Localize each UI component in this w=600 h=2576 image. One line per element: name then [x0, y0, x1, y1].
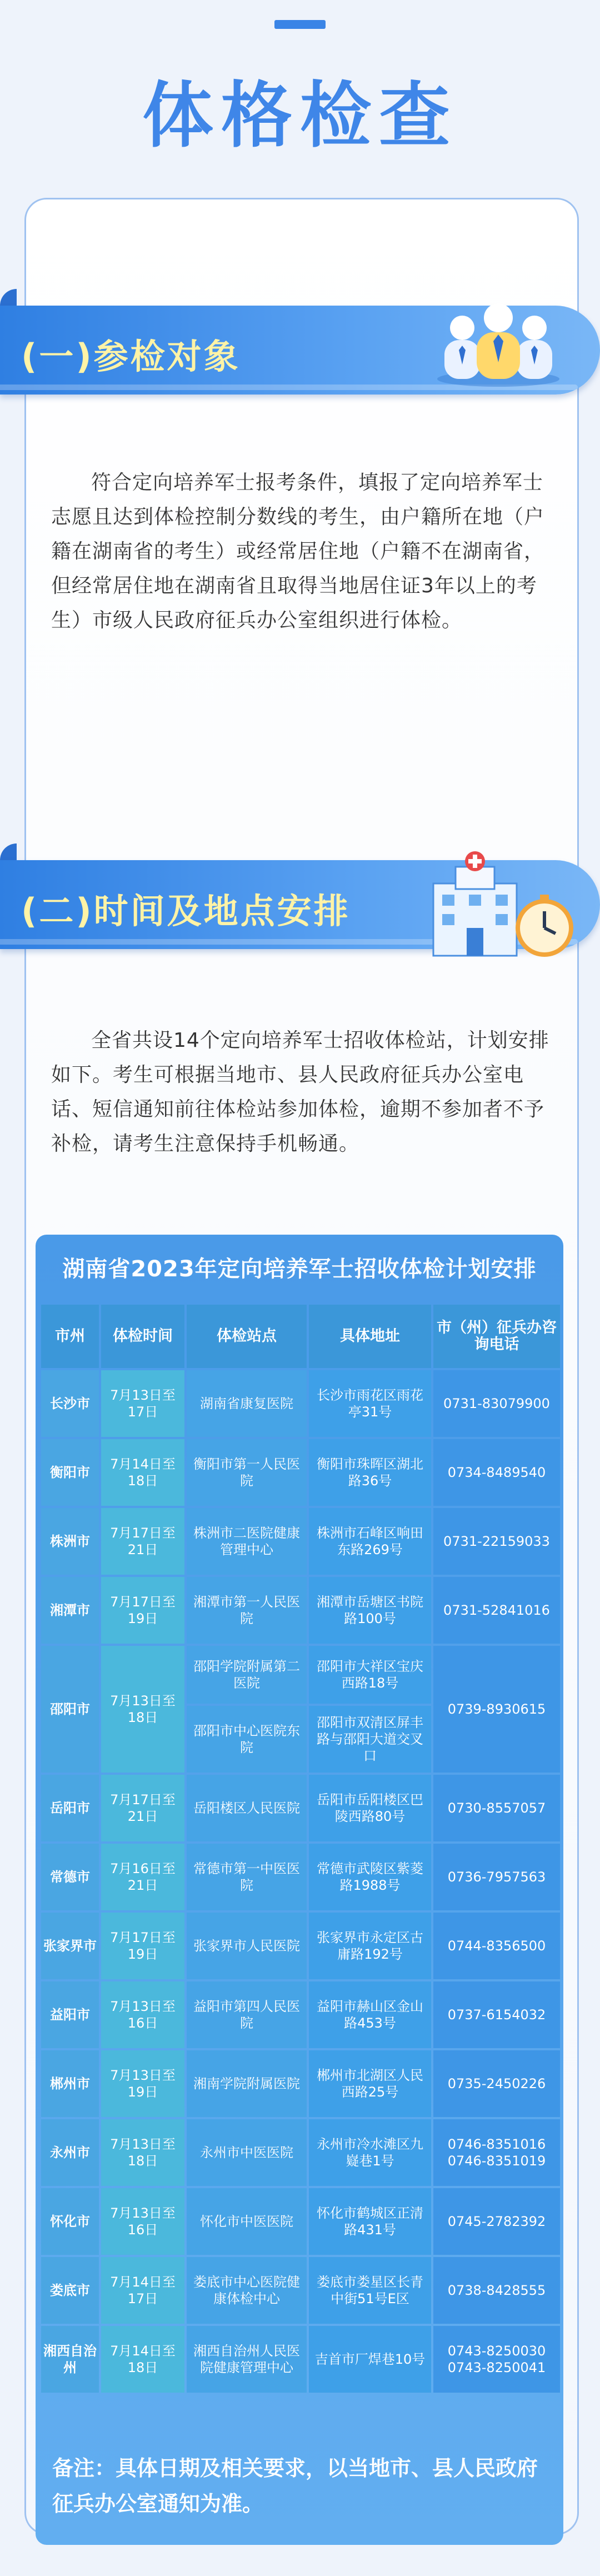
time-cell: 7月17日至21日 — [101, 1775, 184, 1841]
section2-text: 全省共设14个定向培养军士招收体检站，计划安排如下。考生可根据当地市、县人民政府征兵办公室电话、短信通知前往体检站参加体检，逾期不参加者不予补检，请考生注意保持手机畅通。 — [51, 1029, 549, 1155]
address-cell: 永州市冷水滩区九嶷巷1号 — [309, 2119, 431, 2186]
address-cell: 长沙市雨花区雨花亭31号 — [309, 1370, 431, 1437]
phone-cell: 0743-8250030 0743-8250041 — [433, 2326, 560, 2393]
table-row — [41, 1370, 560, 1437]
site-cell: 邵阳市中心医院东院 — [187, 1706, 307, 1773]
city-cell: 株洲市 — [41, 1508, 99, 1575]
header-address: 具体地址 — [309, 1305, 431, 1368]
address-cell: 株洲市石峰区响田东路269号 — [309, 1508, 431, 1575]
page-title: 体格检查 — [142, 74, 458, 157]
city-cell: 益阳市 — [41, 1981, 99, 2048]
site-cell: 湘潭市第一人民医院 — [187, 1577, 307, 1644]
time-cell: 7月16日至21日 — [101, 1844, 184, 1910]
section1-banner — [0, 283, 600, 417]
address-cell: 邵阳市大祥区宝庆西路18号 — [309, 1646, 431, 1704]
table-row — [41, 1508, 560, 1575]
time-cell: 7月13日至17日 — [101, 1370, 184, 1437]
schedule-table — [39, 1302, 562, 2395]
address-cell: 怀化市鹤城区正清路431号 — [309, 2188, 431, 2255]
site-cell: 岳阳楼区人民医院 — [187, 1775, 307, 1841]
phone-cell: 0735-2450226 — [433, 2050, 560, 2117]
city-cell: 湘潭市 — [41, 1577, 99, 1644]
header-phone: 市（州）征兵办咨询电话 — [433, 1305, 560, 1368]
phone-cell: 0744-8356500 — [433, 1913, 560, 1979]
phone-cell: 0745-2782392 — [433, 2188, 560, 2255]
city-cell: 长沙市 — [41, 1370, 99, 1437]
site-cell: 怀化市中医医院 — [187, 2188, 307, 2255]
time-cell: 7月17日至21日 — [101, 1508, 184, 1575]
table-row — [41, 2326, 560, 2393]
table-row — [41, 1844, 560, 1910]
table-row — [41, 1577, 560, 1644]
section1-text: 符合定向培养军士报考条件，填报了定向培养军士志愿且达到体检控制分数线的考生，由户籍所在地（户籍在湖南省的考生）或经常居住地（户籍不在湖南省，但经常居住地在湖南省且取得当地居住证3年以上的考生）市级人民政府征兵办公室组织进行体检。 — [51, 471, 545, 632]
city-cell: 张家界市 — [41, 1913, 99, 1979]
phone-cell: 0746-8351016 0746-8351019 — [433, 2119, 560, 2186]
address-cell: 岳阳市岳阳楼区巴陵西路80号 — [309, 1775, 431, 1841]
hospital-building-icon — [422, 850, 578, 961]
site-cell: 湖南省康复医院 — [187, 1370, 307, 1437]
phone-cell: 0731-83079900 — [433, 1370, 560, 1437]
site-cell: 娄底市中心医院健康体检中心 — [187, 2257, 307, 2324]
table-row — [41, 1981, 560, 2048]
table-row — [41, 2188, 560, 2255]
time-cell: 7月13日至19日 — [101, 2050, 184, 2117]
phone-cell: 0730-8557057 — [433, 1775, 560, 1841]
city-cell: 衡阳市 — [41, 1439, 99, 1506]
section2-title: (二)时间及地点安排 — [21, 891, 351, 931]
section1-title: (一)参检对象 — [21, 336, 241, 377]
phone-cell: 0738-8428555 — [433, 2257, 560, 2324]
time-cell: 7月13日至18日 — [101, 2119, 184, 2186]
city-cell: 常德市 — [41, 1844, 99, 1910]
phone-cell: 0734-8489540 — [433, 1439, 560, 1506]
table-row — [41, 1775, 560, 1841]
schedule-table-panel — [36, 1235, 563, 2545]
address-cell: 邵阳市双清区屏丰路与邵阳大道交叉口 — [309, 1706, 431, 1773]
site-cell: 邵阳学院附属第二医院 — [187, 1646, 307, 1704]
header-site: 体检站点 — [187, 1305, 307, 1368]
address-cell: 湘潭市岳塘区书院路100号 — [309, 1577, 431, 1644]
phone-cell: 0736-7957563 — [433, 1844, 560, 1910]
city-cell: 邵阳市 — [41, 1646, 99, 1773]
site-cell: 株洲市二医院健康管理中心 — [187, 1508, 307, 1575]
address-cell: 张家界市永定区古庸路192号 — [309, 1913, 431, 1979]
header-city: 市州 — [41, 1305, 99, 1368]
site-cell: 衡阳市第一人民医院 — [187, 1439, 307, 1506]
top-accent-bar — [274, 20, 326, 29]
city-cell: 怀化市 — [41, 2188, 99, 2255]
people-group-icon — [434, 296, 562, 390]
table-row — [41, 1439, 560, 1506]
city-cell: 娄底市 — [41, 2257, 99, 2324]
address-cell: 娄底市娄星区长青中街51号E区 — [309, 2257, 431, 2324]
site-cell: 张家界市人民医院 — [187, 1913, 307, 1979]
table-row — [41, 2119, 560, 2186]
phone-cell: 0731-52841016 — [433, 1577, 560, 1644]
section2-banner — [0, 838, 600, 971]
address-cell: 吉首市厂焊巷10号 — [309, 2326, 431, 2393]
city-cell: 郴州市 — [41, 2050, 99, 2117]
phone-cell: 0739-8930615 — [433, 1646, 560, 1773]
table-note: 备注：具体日期及相关要求，以当地市、县人民政府征兵办公室通知为准。 — [52, 2456, 538, 2516]
site-cell: 永州市中医医院 — [187, 2119, 307, 2186]
site-cell: 湘西自治州人民医院健康管理中心 — [187, 2326, 307, 2393]
site-cell: 湘南学院附属医院 — [187, 2050, 307, 2117]
time-cell: 7月13日至16日 — [101, 2188, 184, 2255]
time-cell: 7月13日至16日 — [101, 1981, 184, 2048]
time-cell: 7月17日至19日 — [101, 1577, 184, 1644]
table-row — [41, 2257, 560, 2324]
phone-cell: 0737-6154032 — [433, 1981, 560, 2048]
time-cell: 7月14日至17日 — [101, 2257, 184, 2324]
phone-cell: 0731-22159033 — [433, 1508, 560, 1575]
site-cell: 常德市第一中医医院 — [187, 1844, 307, 1910]
site-cell: 益阳市第四人民医院 — [187, 1981, 307, 2048]
time-cell: 7月17日至19日 — [101, 1913, 184, 1979]
table-row — [41, 2050, 560, 2117]
address-cell: 衡阳市珠晖区湖北路36号 — [309, 1439, 431, 1506]
table-row — [41, 1913, 560, 1979]
city-cell: 湘西自治州 — [41, 2326, 99, 2393]
city-cell: 岳阳市 — [41, 1775, 99, 1841]
time-cell: 7月13日至18日 — [101, 1646, 184, 1773]
time-cell: 7月14日至18日 — [101, 1439, 184, 1506]
table-title: 湖南省2023年定向培养军士招收体检计划安排 — [62, 1256, 537, 1282]
address-cell: 郴州市北湖区人民西路25号 — [309, 2050, 431, 2117]
city-cell: 永州市 — [41, 2119, 99, 2186]
time-cell: 7月14日至18日 — [101, 2326, 184, 2393]
table-row — [41, 1646, 560, 1704]
address-cell: 益阳市赫山区金山路453号 — [309, 1981, 431, 2048]
address-cell: 常德市武陵区紫菱路1988号 — [309, 1844, 431, 1910]
header-time: 体检时间 — [101, 1305, 184, 1368]
